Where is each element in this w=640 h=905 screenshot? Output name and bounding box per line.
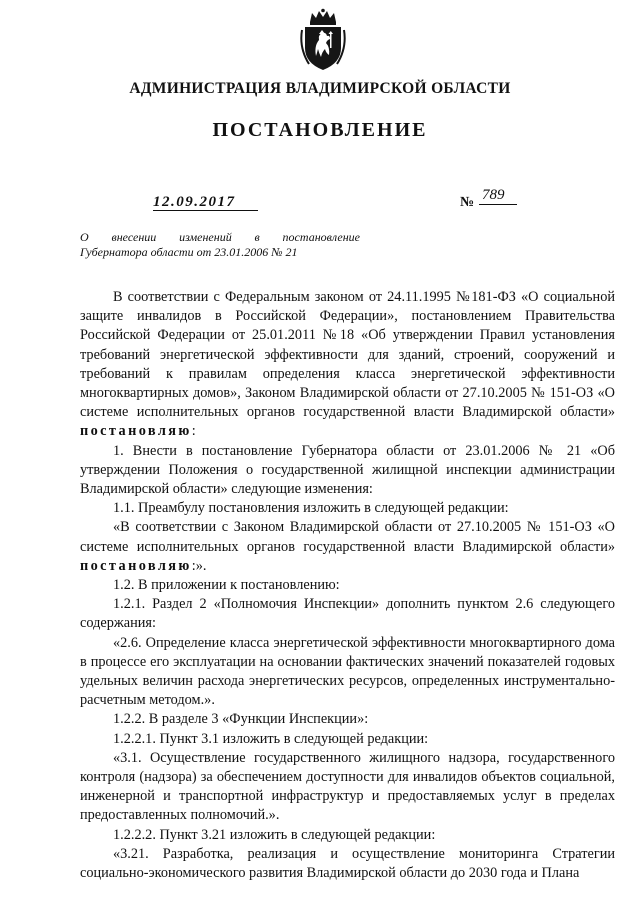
preamble-paragraph	[80, 288, 615, 442]
paragraph-1: 1. Внести в постановление Губернатора области от 23.01.2006 № 21 «Об утверждении Положения о государственной жилищной инспекции администрации Владимирской области» следующие изменения:	[80, 442, 615, 498]
paragraph-1-2-2-1: 1.2.2.1. Пункт 3.1 изложить в следующей редакции:	[113, 730, 429, 747]
new-preamble-end: :».	[191, 557, 207, 574]
document-subject	[80, 230, 360, 260]
paragraph-1-2-1-text: «2.6. Определение класса энергетической эффективности многоквартирного дома в процессе его эксплуатации на основании фактических значений показателей годовых удельных величин расхода энергетических ресурсов, определенных инструментально-расчетным методом.».	[80, 634, 615, 709]
document-body	[80, 288, 615, 883]
new-preamble-text: «В соответствии с Законом Владимирской области от 27.10.2005 № 151-ОЗ «О системе исполнительных органов государственной власти Владимирской области»	[80, 519, 615, 555]
subject-line-1: О внесении изменений в постановление	[80, 230, 360, 244]
paragraph-1-2-2: 1.2.2. В разделе 3 «Функции Инспекции»:	[113, 711, 369, 728]
paragraph-1-2-2-1-text: «3.1. Осуществление государственного жилищного надзора, государственного контроля (надзора) за обеспечением доступности для инвалидов объектов социальной, инженерной и транспортной инфраструктур и предоставляемых услуг в пределах предоставленных полномочий.».	[80, 749, 615, 824]
document-number: 789	[479, 186, 517, 205]
paragraph-1-2: 1.2. В приложении к постановлению:	[113, 577, 340, 594]
subject-line-2: Губернатора области от 23.01.2006 № 21	[80, 245, 298, 259]
organization-name: АДМИНИСТРАЦИЯ ВЛАДИМИРСКОЙ ОБЛАСТИ	[129, 80, 511, 97]
coat-of-arms-icon	[299, 8, 347, 72]
paragraph-1-1: 1.1. Преамбулу постановления изложить в следующей редакции:	[113, 500, 509, 517]
document-title: ПОСТАНОВЛЕНИЕ	[212, 119, 428, 141]
decree-word-quoted: постановляю	[80, 557, 192, 574]
decree-word: постановляю	[80, 423, 192, 440]
preamble-end: :	[191, 423, 196, 440]
paragraph-1-1-text	[80, 518, 615, 576]
paragraph-1-2-2-2-text: «3.21. Разработка, реализация и осуществление мониторинга Стратегии социально-экономического развития Владимирской области до 2030 года и Плана	[80, 845, 615, 882]
paragraph-1-2-1: 1.2.1. Раздел 2 «Полномочия Инспекции» дополнить пунктом 2.6 следующего содержания:	[80, 596, 615, 632]
document-date: 12.09.2017	[153, 194, 258, 211]
preamble-text: В соответствии с Федеральным законом от 24.11.1995 №181-ФЗ «О социальной защите инвалидов в Российской Федерации», постановлением Правительства Российской Федерации от 25.01.2011 №18 «Об утверждении Правил установления требований энергетической эффективности для зданий, строений, сооружений и требований к правилам определения класса энергетической эффективности многоквартирных домов», Законом Владимирской области от 27.10.2005 № 151-ОЗ «О системе исполнительных органов государственной власти Владимирской области»	[80, 289, 615, 421]
paragraph-1-2-2-2: 1.2.2.2. Пункт 3.21 изложить в следующей редакции:	[113, 826, 436, 843]
document-number-sign: №	[460, 195, 475, 210]
